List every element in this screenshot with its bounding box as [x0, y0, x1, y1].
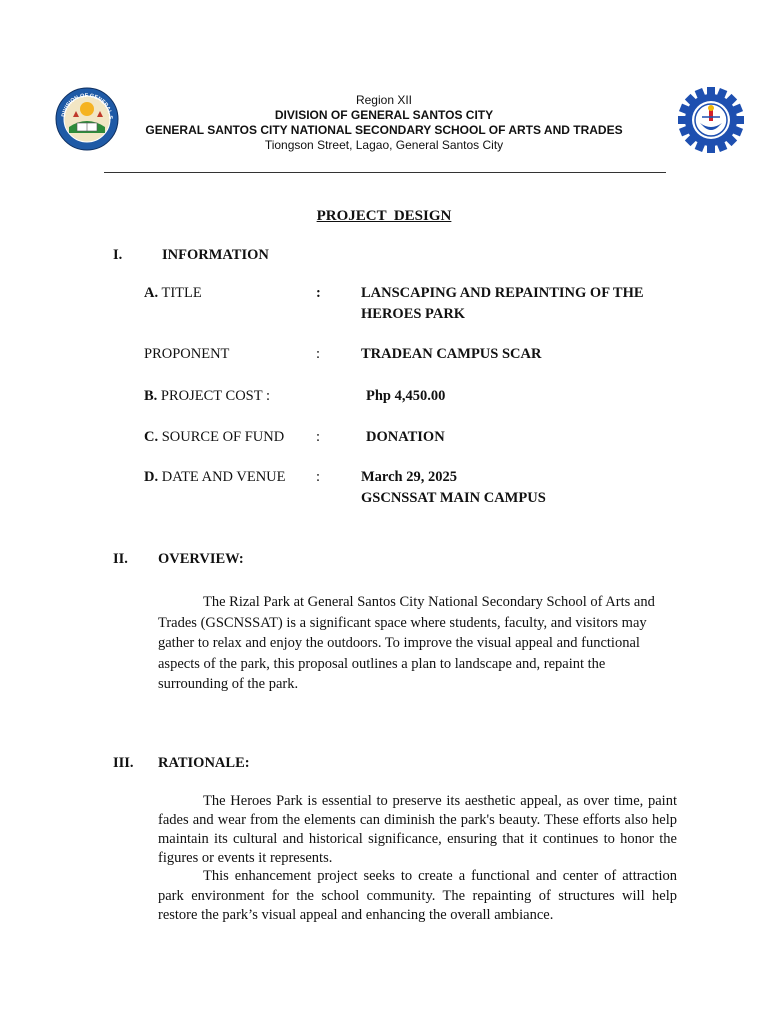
header-divider	[104, 172, 666, 173]
section-3-number: III.	[113, 755, 134, 771]
info-row-title-value-line1: LANSCAPING AND REPAINTING OF THE	[361, 285, 644, 301]
division-line: DIVISION OF GENERAL SANTOS CITY	[274, 108, 494, 122]
info-row-proponent-value: TRADEAN CAMPUS SCAR	[361, 346, 542, 362]
section-1-heading: INFORMATION	[162, 247, 269, 263]
section-2-number: II.	[113, 551, 128, 567]
info-row-title-colon: :	[316, 285, 321, 301]
info-row-proponent-label: PROPONENT	[144, 346, 230, 362]
row-letter: D.	[144, 469, 159, 485]
info-row-fund-value: DONATION	[366, 429, 445, 445]
rationale-paragraph-2: This enhancement project seeks to create a functional and center of attraction park environment for the school community. The repainting of structures will help restore the park’s visual appeal and enhancing the overall ambiance.	[158, 868, 677, 923]
overview-line-2: Trades (GSCNSSAT) is a significant space where students, faculty, and visitors may	[158, 614, 647, 631]
info-row-date-colon: :	[316, 469, 321, 485]
region-line: Region XII	[355, 93, 413, 107]
row-letter: C.	[144, 429, 159, 445]
document-title: PROJECT DESIGN	[316, 208, 452, 224]
row-label: TITLE	[161, 285, 202, 301]
section-3-heading: RATIONALE:	[158, 755, 250, 771]
row-label: DATE AND VENUE	[161, 469, 286, 485]
rationale-paragraph-1: The Heroes Park is essential to preserve its aesthetic appeal, as over time, paint fades and wear from the elements can diminish the park's beauty. These efforts also help maintain its cultural and historical significance, ensuring that it continues to honor the figures or events it represents.	[158, 793, 677, 866]
info-row-fund-label	[144, 429, 284, 446]
info-row-cost-value: Php 4,450.00	[366, 388, 446, 404]
overview-line-4: aspects of the park, this proposal outlines a plan to landscape and, repaint the	[158, 655, 606, 672]
seal-lettering: DIVISION OF GENERAL S	[61, 92, 114, 120]
overview-line-5: surrounding of the park.	[158, 676, 299, 692]
school-address: Tiongson Street, Lagao, General Santos City	[264, 138, 504, 152]
row-letter: A.	[144, 285, 159, 301]
info-row-fund-colon: :	[316, 429, 321, 445]
info-row-date-value-line1: March 29, 2025	[361, 469, 457, 485]
section-1-number: I.	[113, 247, 123, 263]
school-name: GENERAL SANTOS CITY NATIONAL SECONDARY SCHOOL OF ARTS AND TRADES	[145, 123, 623, 137]
info-row-title-value-line2: HEROES PARK	[361, 306, 466, 322]
row-label: SOURCE OF FUND	[161, 429, 285, 445]
overview-line-1: The Rizal Park at General Santos City National Secondary School of Arts and	[203, 594, 655, 610]
info-row-cost-label	[144, 388, 270, 405]
info-row-date-label	[144, 469, 286, 486]
row-letter: B.	[144, 388, 158, 404]
info-row-title-label	[144, 285, 202, 302]
row-label: PROJECT COST :	[160, 388, 270, 404]
section-2-heading: OVERVIEW:	[158, 551, 244, 567]
info-row-date-value-line2: GSCNSSAT MAIN CAMPUS	[361, 490, 546, 506]
overview-line-3: gather to relax and enjoy the outdoors. To improve the visual appeal and functional	[158, 635, 640, 651]
info-row-proponent-colon: :	[316, 346, 321, 362]
